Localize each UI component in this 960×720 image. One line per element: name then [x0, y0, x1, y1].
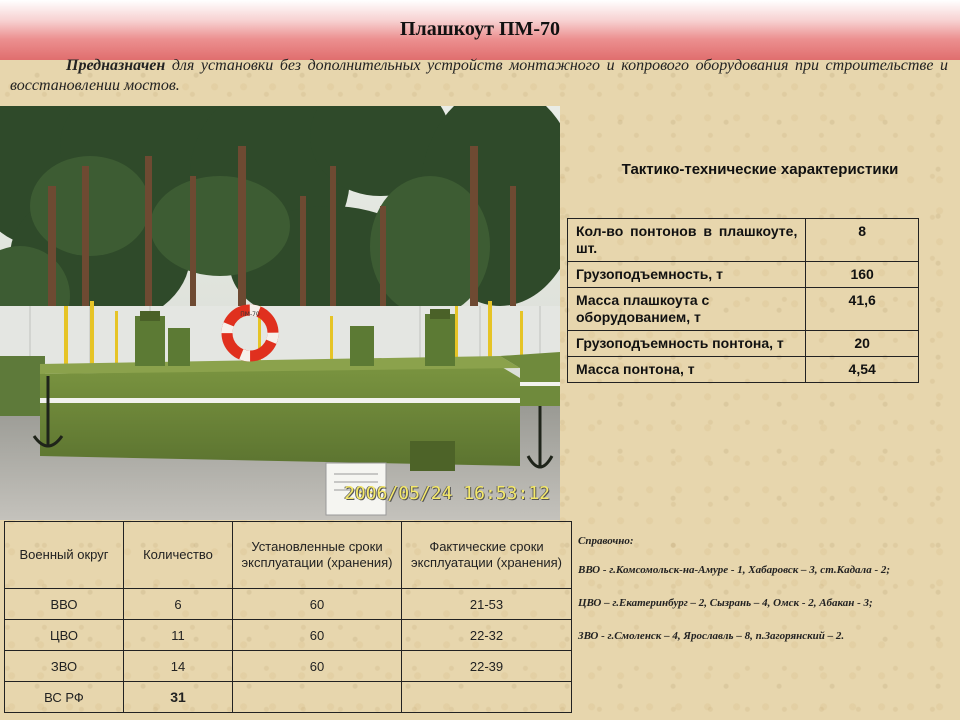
- tth-param: Грузоподъемность понтона, т: [568, 331, 806, 357]
- notes-lead: Справочно:: [578, 535, 634, 547]
- col-actual-term: Фактические сроки эксплуатации (хранения): [402, 522, 572, 589]
- district-name: ВВО: [5, 589, 124, 620]
- district-name: ВС РФ: [5, 682, 124, 713]
- note-line: ЦВО – г.Екатеринбург – 2, Сызрань – 4, Омск - 2, Абакан - 3;: [578, 597, 873, 609]
- district-actual-term: 22-39: [402, 651, 572, 682]
- tth-value: 160: [806, 262, 919, 288]
- table-row: [5, 620, 572, 651]
- district-set-term: 60: [233, 589, 402, 620]
- tth-title: Тактико-технические характеристики: [621, 161, 899, 178]
- tth-row: [568, 357, 919, 383]
- tth-param: Грузоподъемность, т: [568, 262, 806, 288]
- tth-param: Масса плашкоута с оборудованием, т: [568, 288, 806, 331]
- tth-table: [567, 218, 919, 383]
- districts-table: [4, 521, 572, 713]
- district-name: ЦВО: [5, 620, 124, 651]
- tth-row: [568, 219, 919, 262]
- title-banner: [0, 0, 960, 60]
- intro-lead: Предназначен: [66, 57, 166, 74]
- district-set-term: 60: [233, 651, 402, 682]
- intro-paragraph: [10, 56, 948, 96]
- tth-value: 20: [806, 331, 919, 357]
- pontoon-photo: [0, 106, 560, 520]
- tth-param: Масса понтона, т: [568, 357, 806, 383]
- tth-value: 4,54: [806, 357, 919, 383]
- district-count: 31: [124, 682, 233, 713]
- district-set-term: [233, 682, 402, 713]
- district-count: 11: [124, 620, 233, 651]
- district-name: ЗВО: [5, 651, 124, 682]
- district-actual-term: [402, 682, 572, 713]
- svg-text:ПМ-70: ПМ-70: [240, 311, 260, 318]
- district-actual-term: 21-53: [402, 589, 572, 620]
- photo-timestamp: 2006/05/24 16:53:12: [344, 483, 550, 504]
- district-count: 14: [124, 651, 233, 682]
- tth-row: [568, 288, 919, 331]
- tth-value: 41,6: [806, 288, 919, 331]
- note-line: ВВО - г.Комсомольск-на-Амуре - 1, Хабаровск – 3, ст.Кадала - 2;: [578, 564, 891, 576]
- district-actual-term: 22-32: [402, 620, 572, 651]
- tth-row: [568, 262, 919, 288]
- districts-header-row: [5, 522, 572, 589]
- district-count: 6: [124, 589, 233, 620]
- col-set-term: Установленные сроки эксплуатации (хранения): [233, 522, 402, 589]
- page-title: Плашкоут ПМ-70: [399, 18, 561, 40]
- intro-text: для установки без дополнительных устройств монтажного и копрового оборудования при строительстве и восстановлении мостов.: [10, 57, 948, 94]
- note-line: ЗВО - г.Смоленск – 4, Ярославль – 8, п.Загорянский – 2.: [578, 630, 845, 642]
- district-set-term: 60: [233, 620, 402, 651]
- tth-param: Кол-во понтонов в плашкоуте, шт.: [568, 219, 806, 262]
- table-row: [5, 651, 572, 682]
- tth-value: 8: [806, 219, 919, 262]
- reference-notes: [578, 534, 948, 662]
- tth-row: [568, 331, 919, 357]
- col-district: Военный округ: [5, 522, 124, 589]
- table-row-total: [5, 682, 572, 713]
- col-count: Количество: [124, 522, 233, 589]
- table-row: [5, 589, 572, 620]
